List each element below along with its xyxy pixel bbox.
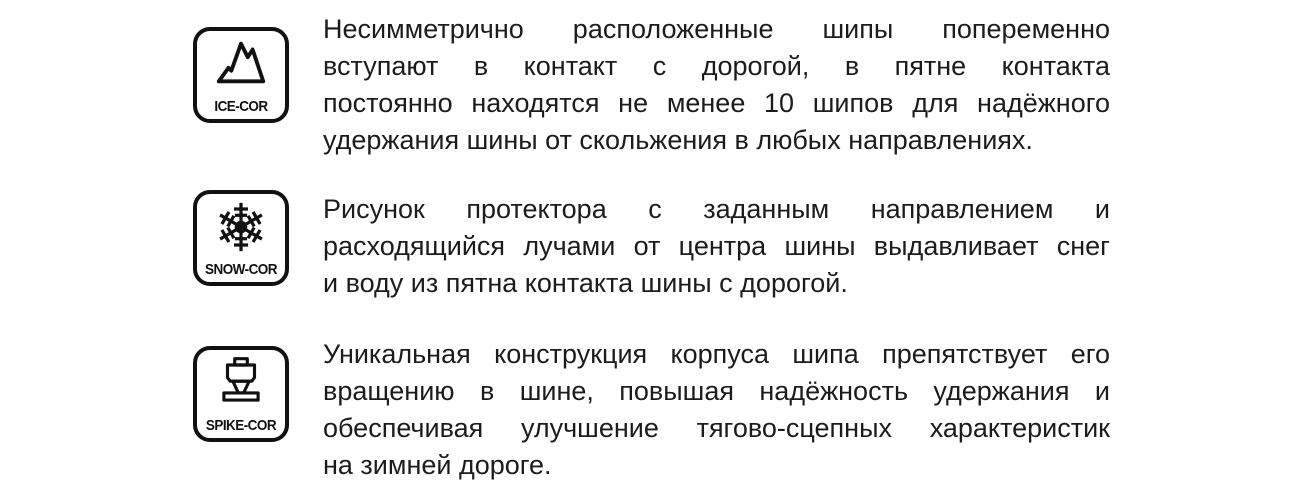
feature-description-ice-cor — [323, 11, 1110, 159]
badge-label-spike-cor: SPIKE-COR — [205, 417, 277, 434]
mountain-icon — [212, 37, 270, 89]
ice-cor-badge — [193, 27, 289, 123]
text-line: Уникальная конструкция корпуса шипа препятствует его — [323, 339, 1110, 369]
badge-label-snow-cor: SNOW-COR — [205, 261, 277, 278]
tire-stud-icon — [213, 356, 269, 410]
text-line: постоянно находятся не менее 10 шипов для надёжного — [323, 88, 1110, 118]
text-line: обеспечивая улучшение тягово-сцепных характеристик — [323, 413, 1110, 443]
spike-cor-badge — [193, 346, 289, 442]
text-line: удержания шины от скольжения в любых направлениях. — [323, 125, 1033, 155]
feature-description-snow-cor — [323, 191, 1110, 302]
feature-description-spike-cor — [323, 336, 1110, 484]
snowflake-icon — [213, 200, 269, 254]
badge-label-ice-cor: ICE-COR — [214, 98, 268, 115]
text-line: вращению в шине, повышая надёжность удержания и — [323, 376, 1110, 406]
snow-cor-badge — [193, 190, 289, 286]
text-line: на зимней дороге. — [323, 450, 552, 480]
text-line: расходящийся лучами от центра шины выдавливает снег — [323, 231, 1110, 261]
text-line: вступают в контакт с дорогой, в пятне контакта — [323, 51, 1110, 81]
text-line: Несимметрично расположенные шипы попеременно — [323, 14, 1110, 44]
text-line: и воду из пятна контакта шины с дорогой. — [323, 268, 848, 298]
text-line: Рисунок протектора с заданным направлением и — [323, 194, 1110, 224]
